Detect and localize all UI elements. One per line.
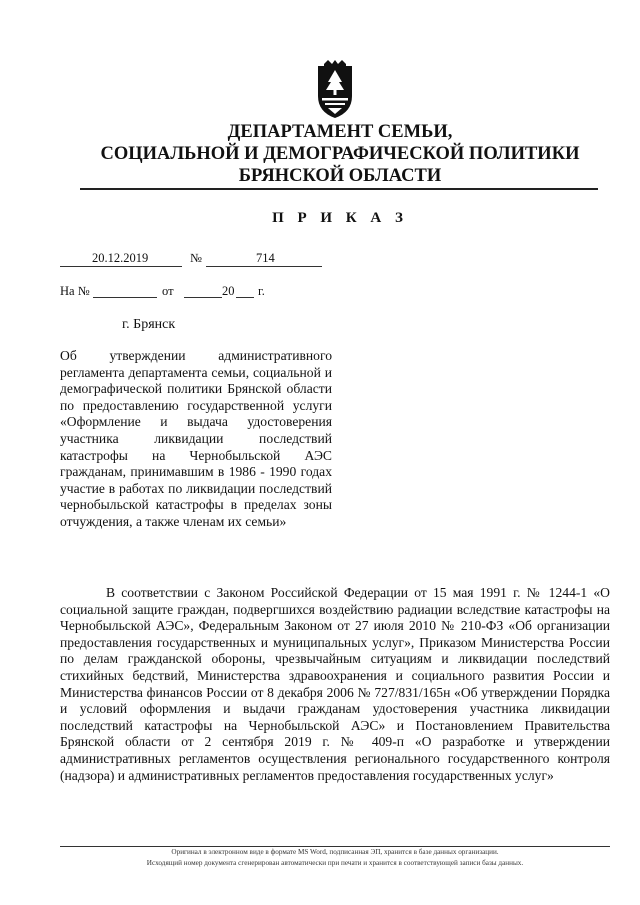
footer-divider bbox=[60, 846, 610, 847]
doc-body-paragraph: В соответствии с Законом Российской Федерации от 15 мая 1991 г. № 1244-1 «О социальной защите граждан, подвергшихся воздействию радиации вследствие катастрофы на Чернобыльской АЭС», Федеральным Законом от 27 июля 2010 № 210-ФЗ «Об организации предоставления государственных и муниципальных услуг», Приказом Министерства России по делам гражданской обороны, чрезвычайным ситуациям и ликвидации последствий стихийных бедствий, Министерства здравоохранения и социального развития России и Министерства финансов России от 8 декабря 2006 № 727/831/165н «Об утверждении Порядка и условий оформления и выдачи гражданам удостоверения участника ликвидации последствий катастрофы на Чернобыльской АЭС» и Постановлением Правительства Брянской области от 2 сентября 2019 г. № 409-п «О разработке и утверждении административных регламентов осуществления регионального государственного контроля (надзора) и административных регламентов предоставления государственных услуг» bbox=[60, 585, 610, 783]
ref-number-underline bbox=[93, 297, 157, 298]
ref-year-underline bbox=[236, 297, 254, 298]
ref-year-prefix: 20 bbox=[222, 284, 235, 298]
ref-from-label: от bbox=[162, 284, 174, 298]
org-name-line3: БРЯНСКОЙ ОБЛАСТИ bbox=[238, 166, 442, 186]
date-underline bbox=[60, 266, 182, 267]
footer-note-line2: Исходящий номер документа сгенерирован автоматически при печати и хранится в соответствующей записи базы данных. bbox=[146, 859, 524, 867]
header-divider bbox=[80, 188, 598, 190]
doc-title: П Р И К А З bbox=[272, 210, 408, 226]
org-name-line1: ДЕПАРТАМЕНТ СЕМЬИ, bbox=[227, 122, 453, 142]
bryansk-coat-of-arms-icon bbox=[316, 60, 354, 120]
footer-note-line1: Оригинал в электронном виде в формате MS Word, подписанная ЭП, хранится в базе данных организации. bbox=[171, 848, 499, 856]
ref-year-suffix: г. bbox=[258, 284, 265, 298]
number-label: № bbox=[190, 251, 202, 265]
ref-prefix: На № bbox=[60, 284, 90, 298]
doc-number: 714 bbox=[256, 251, 275, 265]
number-underline bbox=[206, 266, 322, 267]
org-name-line2: СОЦИАЛЬНОЙ И ДЕМОГРАФИЧЕСКОЙ ПОЛИТИКИ bbox=[100, 144, 580, 164]
doc-subject: Об утверждении административного регламента департамента семьи, социальной и демографической политики Брянской области по предоставлению государственной услуги «Оформление и выдача удостоверения участника ликвидации последствий катастрофы на Чернобыльской АЭС гражданам, принимавшим в 1986 - 1990 годах участие в работах по ликвидации последствий чернобыльской катастрофы в пределах зоны отчуждения, а также членам их семьи» bbox=[60, 348, 332, 529]
city-name: г. Брянск bbox=[122, 317, 176, 332]
doc-date: 20.12.2019 bbox=[92, 251, 149, 265]
ref-date-underline bbox=[184, 297, 222, 298]
